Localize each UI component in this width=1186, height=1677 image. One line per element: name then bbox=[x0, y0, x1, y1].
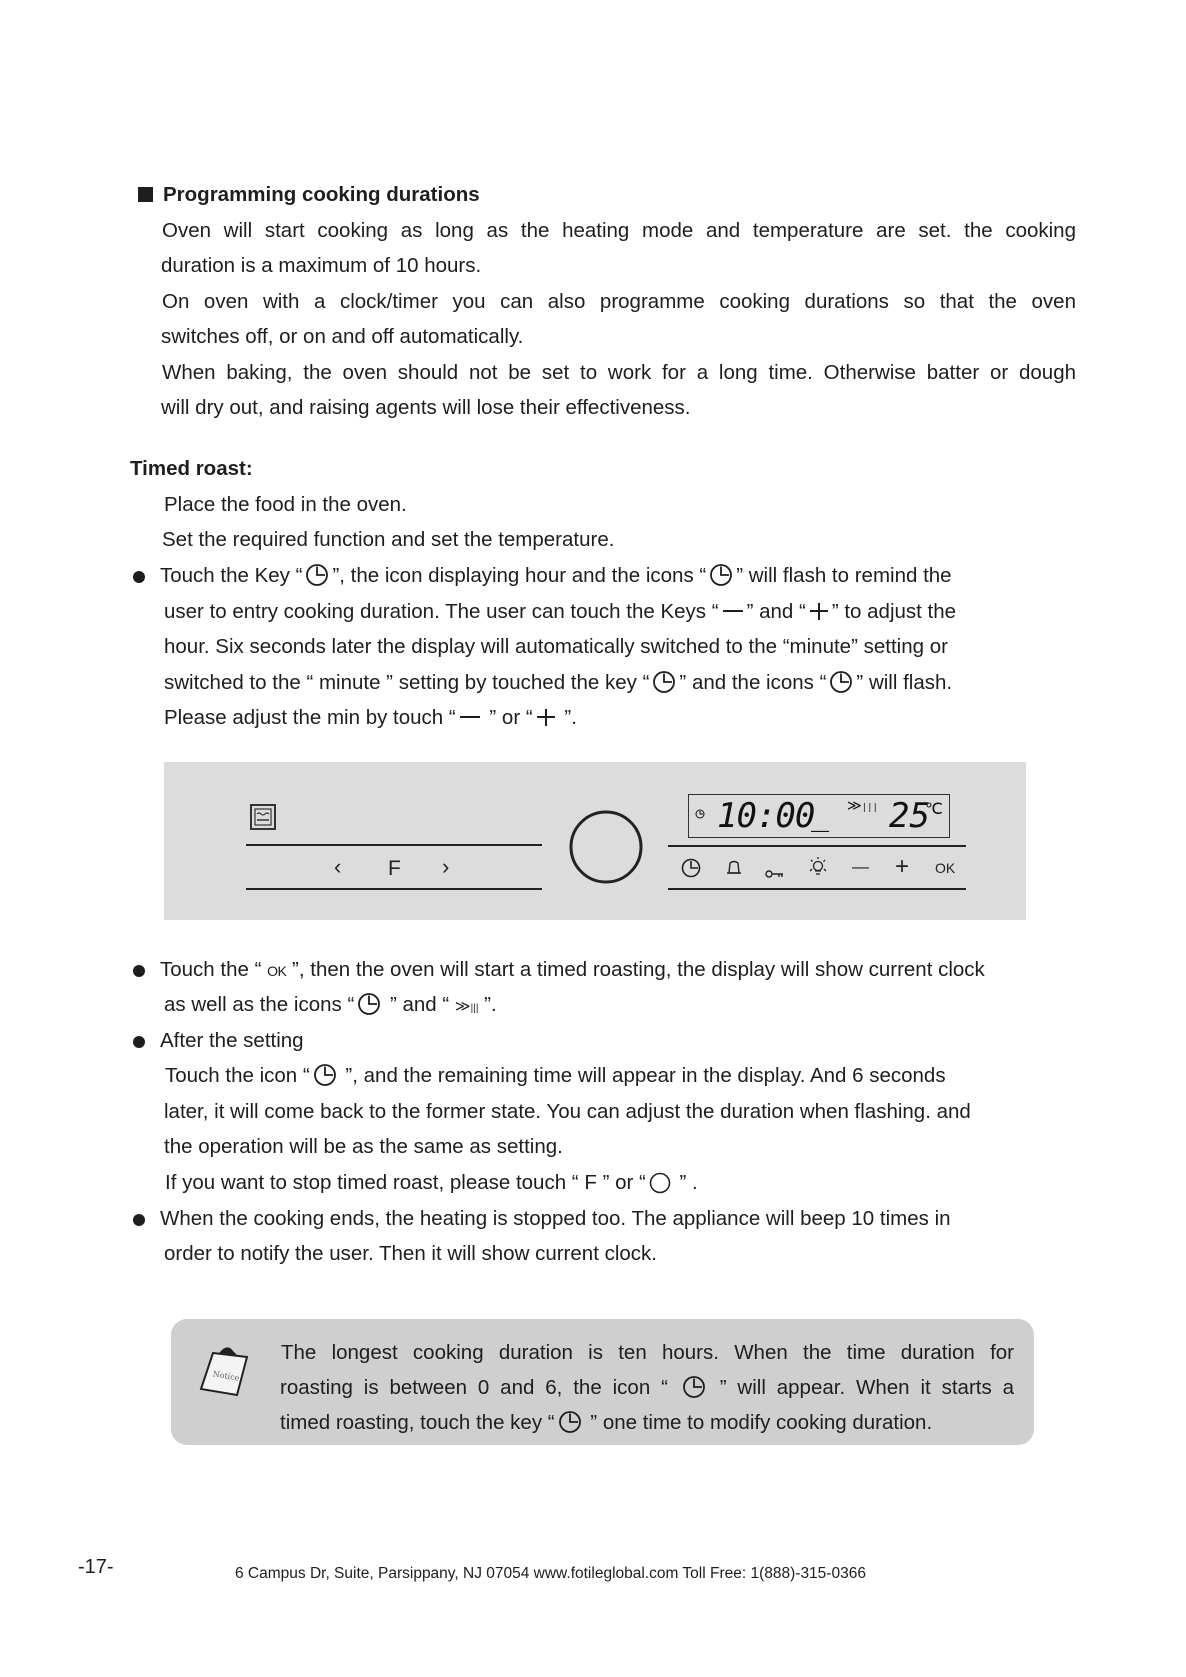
ok-key-glyph: OK bbox=[267, 963, 287, 979]
top-heat-icon: ≫||| bbox=[454, 998, 479, 1015]
function-key-glyph: F bbox=[584, 1171, 597, 1194]
timer-icon bbox=[305, 563, 329, 587]
paragraph-line: Oven will start cooking as long as the heating mode and temperature are set. the cooking bbox=[162, 219, 1076, 242]
bullet-line: Touch the Key “ ”, the icon displaying hour and the icons “ ” will flash to remind the bbox=[160, 564, 952, 587]
bullet-line: hour. Six seconds later the display will automatically switched to the “minute” setting or bbox=[164, 635, 948, 658]
lcd-temp-unit: ℃ bbox=[925, 799, 943, 818]
panel-rule bbox=[246, 888, 542, 890]
timer-icon bbox=[652, 670, 676, 694]
section-title: Programming cooking durations bbox=[138, 182, 480, 208]
panel-rule bbox=[246, 844, 542, 846]
lcd-display bbox=[688, 794, 950, 838]
svg-text:Notice: Notice bbox=[212, 1369, 240, 1383]
bullet-dot bbox=[133, 1214, 145, 1226]
oven-mode-icon bbox=[250, 804, 276, 836]
timer-icon bbox=[695, 801, 705, 825]
timer-icon bbox=[829, 670, 853, 694]
lcd-time: 10:00 bbox=[717, 796, 815, 836]
step-line: Place the food in the oven. bbox=[164, 493, 407, 516]
timer-icon bbox=[682, 1375, 706, 1399]
panel-rule bbox=[668, 845, 966, 847]
lcd-temperature: 25 bbox=[889, 796, 930, 836]
timer-icon bbox=[558, 1410, 582, 1434]
bullet-line: After the setting bbox=[160, 1029, 304, 1052]
paragraph-line: will dry out, and raising agents will lose their effectiveness. bbox=[161, 396, 691, 419]
timer-icon bbox=[357, 992, 381, 1016]
step-line: Set the required function and set the temperature. bbox=[162, 528, 615, 551]
ok-button[interactable]: OK bbox=[935, 860, 956, 876]
bullet-line: Touch the icon “ ”, and the remaining time will appear in the display. And 6 seconds bbox=[165, 1064, 946, 1087]
bullet-line: as well as the icons “ ” and “ ≫||| ”. bbox=[164, 993, 497, 1016]
bullet-dot bbox=[133, 965, 145, 977]
bullet-line: If you want to stop timed roast, please touch “ F ” or “ ” . bbox=[165, 1171, 698, 1194]
control-panel bbox=[164, 762, 1026, 920]
plus-icon bbox=[809, 603, 829, 623]
bullet-line: Touch the “ OK ”, then the oven will start a timed roasting, the display will show current clock bbox=[160, 958, 985, 981]
paragraph-line: On oven with a clock/timer you can also programme cooking durations so that the oven bbox=[162, 290, 1076, 313]
footer-address: 6 Campus Dr, Suite, Parsippany, NJ 07054 www.fotileglobal.com Toll Free: 1(888)-315-0366 bbox=[235, 1565, 866, 1582]
timer-icon bbox=[313, 1063, 337, 1087]
bullet-line: Please adjust the min by touch “ ” or “ ”. bbox=[164, 706, 577, 729]
square-bullet-icon bbox=[138, 187, 153, 202]
clipboard-icon bbox=[197, 1343, 253, 1407]
bullet-line: switched to the “ minute ” setting by touched the key “ ” and the icons “ ” will flash. bbox=[164, 671, 953, 694]
note-box bbox=[171, 1319, 1034, 1445]
paragraph-line: switches off, or on and off automatically. bbox=[161, 325, 524, 348]
bullet-dot bbox=[133, 571, 145, 583]
page-number: -17- bbox=[78, 1556, 114, 1578]
plus-button[interactable]: + bbox=[895, 853, 910, 880]
timer-button[interactable] bbox=[681, 858, 701, 884]
bullet-line: When the cooking ends, the heating is stopped too. The appliance will beep 10 times in bbox=[160, 1207, 951, 1230]
note-line: roasting is between 0 and 6, the icon “ ” will appear. When it starts a bbox=[280, 1376, 1014, 1399]
plus-icon bbox=[536, 709, 556, 729]
left-arrow-button[interactable]: ‹ bbox=[334, 854, 342, 879]
top-heat-icon: ≫||| bbox=[847, 798, 878, 814]
note-line: timed roasting, touch the key “ ” one time to modify cooking duration. bbox=[280, 1411, 933, 1434]
note-line: The longest cooking duration is ten hours. When the time duration for bbox=[281, 1341, 1014, 1364]
light-button[interactable] bbox=[808, 856, 828, 884]
timed-roast-heading: Timed roast: bbox=[130, 457, 253, 480]
paragraph-line: duration is a maximum of 10 hours. bbox=[161, 254, 482, 277]
bullet-line: order to notify the user. Then it will show current clock. bbox=[164, 1242, 657, 1265]
key-lock-button[interactable] bbox=[765, 862, 785, 886]
timer-icon bbox=[709, 563, 733, 587]
panel-rule bbox=[668, 888, 966, 890]
right-arrow-button[interactable]: › bbox=[442, 854, 450, 879]
bell-button[interactable] bbox=[726, 859, 742, 883]
power-knob[interactable] bbox=[569, 810, 643, 890]
minus-icon bbox=[722, 603, 744, 623]
function-button[interactable]: F bbox=[388, 857, 401, 880]
bullet-dot bbox=[133, 1036, 145, 1048]
bullet-line: the operation will be as the same as setting. bbox=[164, 1135, 563, 1158]
bullet-line: later, it will come back to the former state. You can adjust the duration when flashing. and bbox=[164, 1100, 971, 1123]
bullet-line: user to entry cooking duration. The user can touch the Keys “ ” and “ ” to adjust the bbox=[164, 600, 957, 623]
minus-button[interactable]: — bbox=[852, 857, 869, 876]
paragraph-line: When baking, the oven should not be set to work for a long time. Otherwise batter or dough bbox=[162, 361, 1076, 384]
lcd-underscore: _ bbox=[811, 798, 830, 833]
minus-icon bbox=[459, 709, 481, 729]
power-circle-icon bbox=[649, 1172, 671, 1194]
